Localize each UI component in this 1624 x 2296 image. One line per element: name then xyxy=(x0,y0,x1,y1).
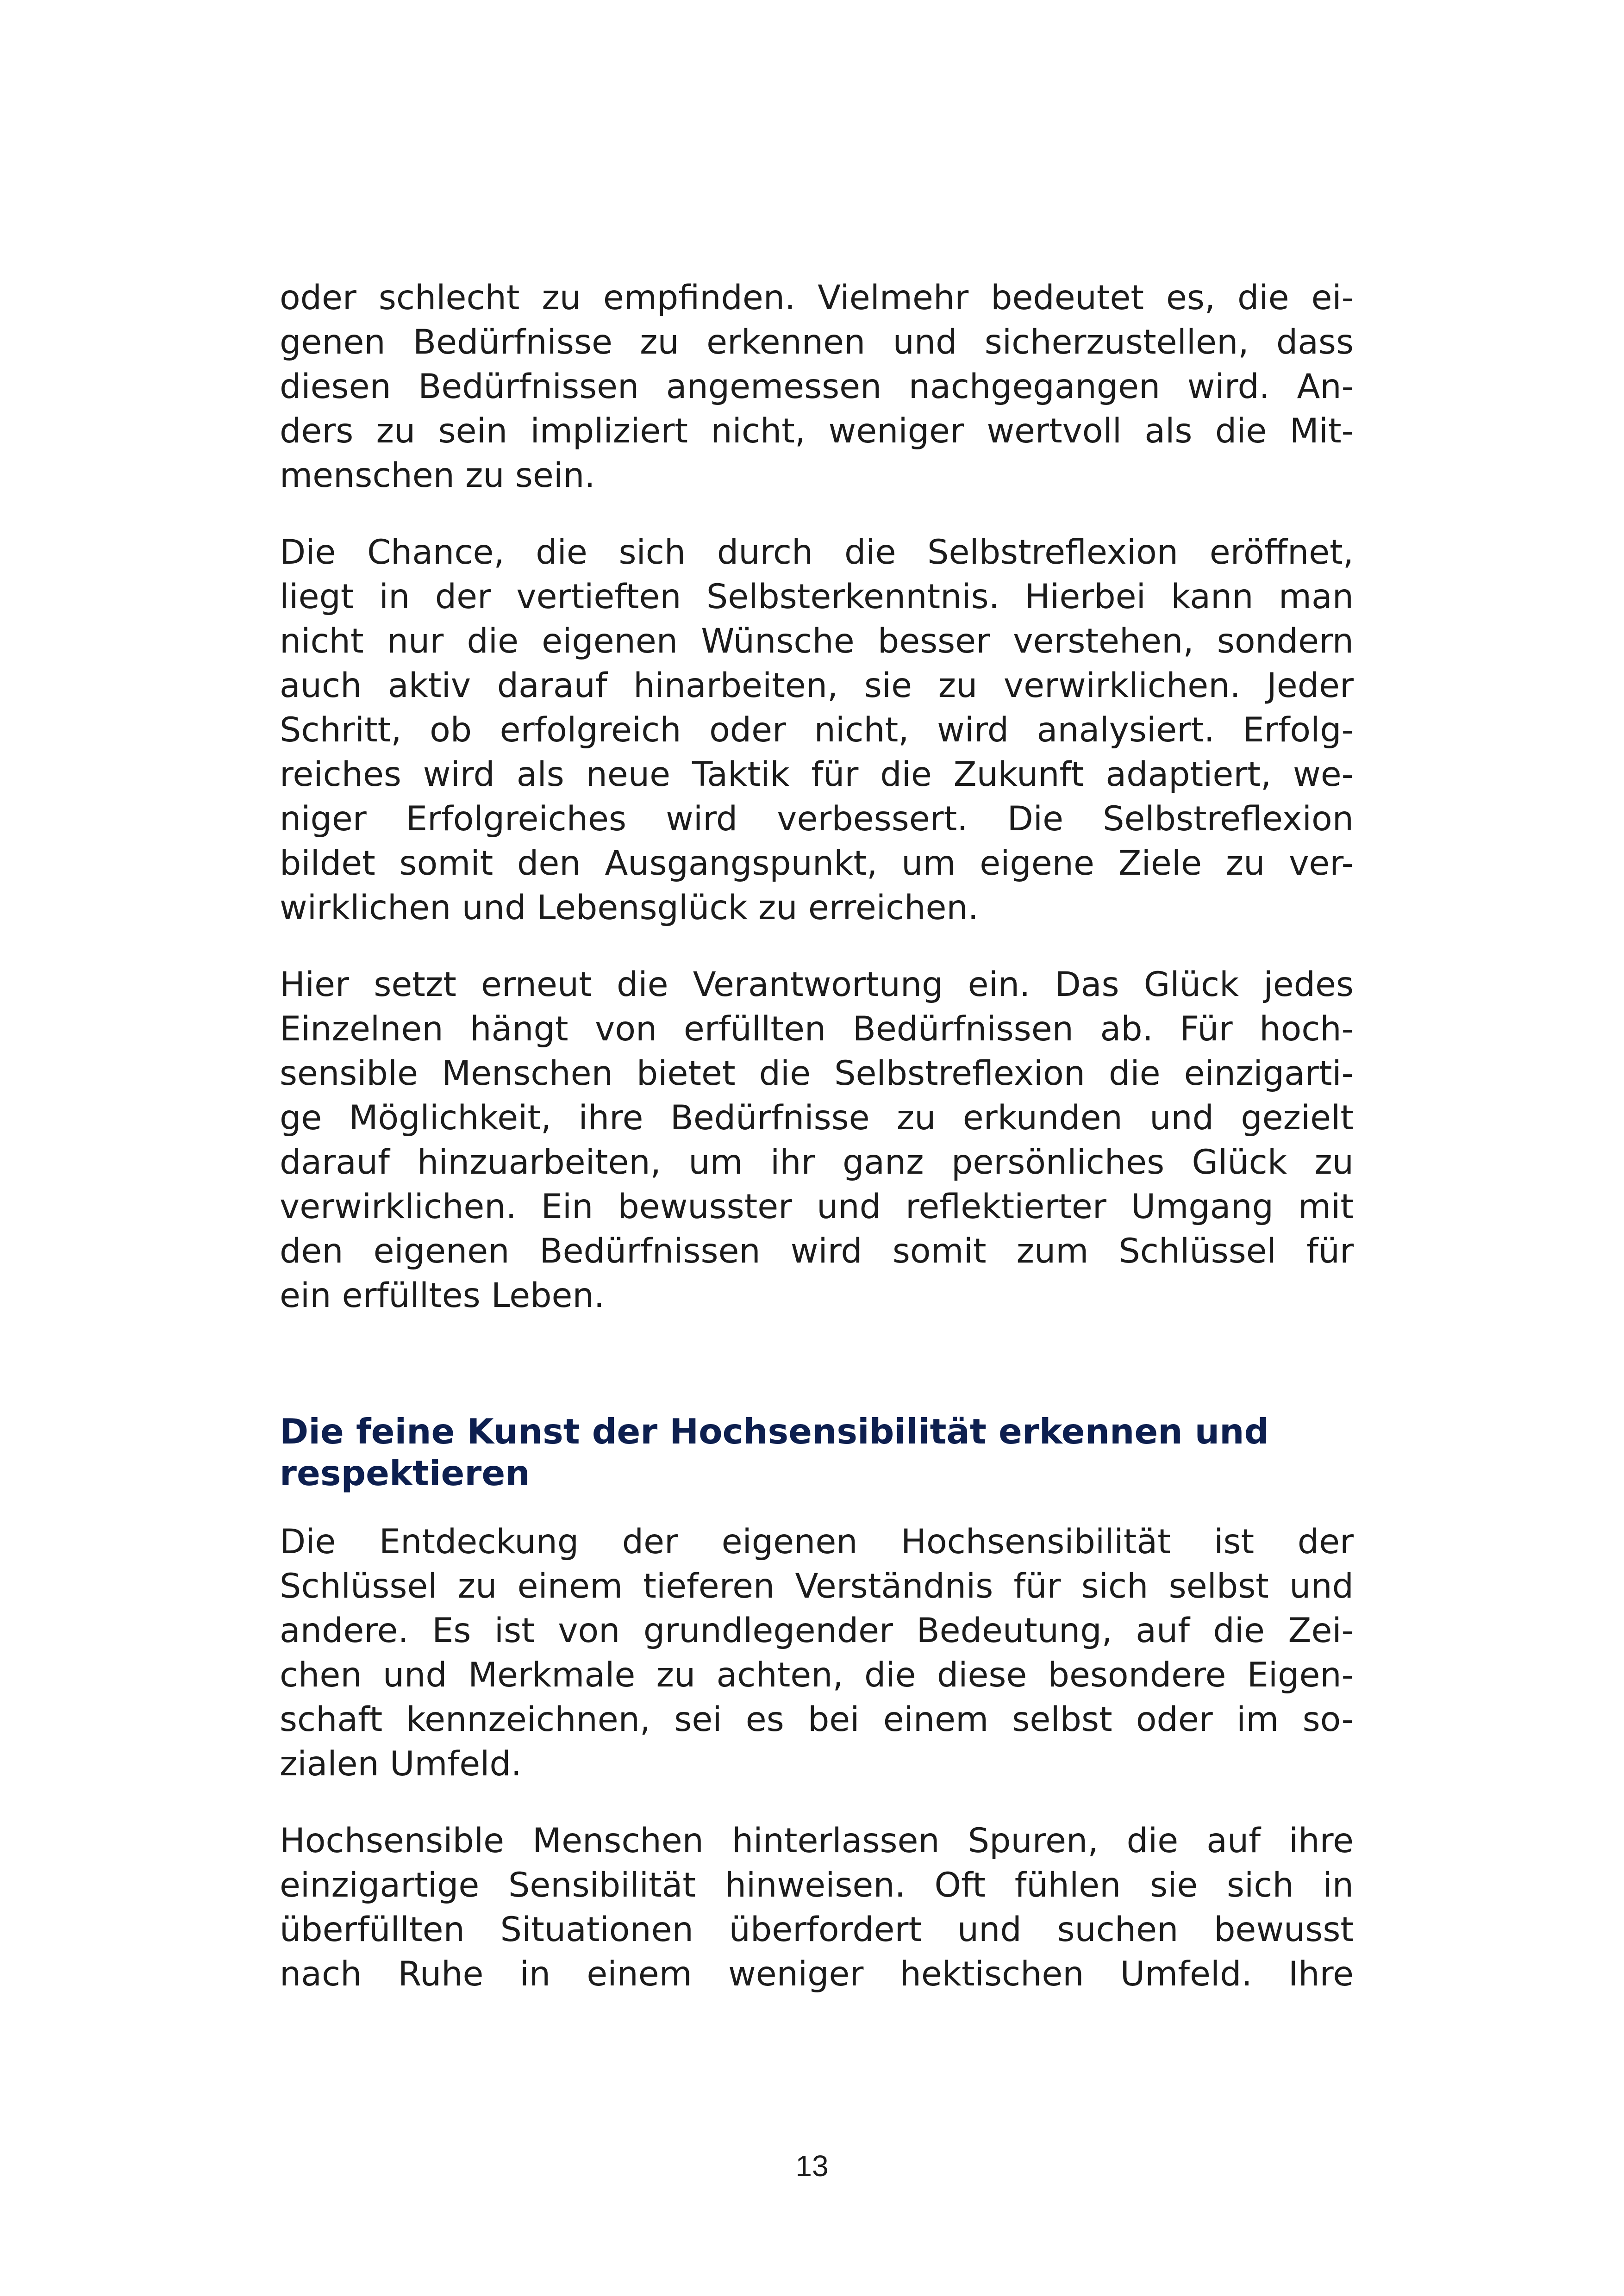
text-line: nach Ruhe in einem weniger hektischen Umfeld. Ihre xyxy=(280,1954,1354,1994)
paragraph-3 xyxy=(280,963,1354,1318)
page-content xyxy=(280,276,1354,1997)
section-heading xyxy=(280,1411,1354,1494)
text-line: ge Möglichkeit, ihre Bedürfnisse zu erkunden und gezielt xyxy=(280,1098,1354,1138)
text-line: chen und Merkmale zu achten, die diese besondere Eigen- xyxy=(280,1655,1354,1695)
text-line: Schlüssel zu einem tieferen Verständnis für sich selbst und xyxy=(280,1567,1354,1606)
text-line: sensible Menschen bietet die Selbstreflexion die einzigarti- xyxy=(280,1054,1354,1093)
text-line: auch aktiv darauf hinarbeiten, sie zu verwirklichen. Jeder xyxy=(280,666,1354,705)
text-line: überfüllten Situationen überfordert und suchen bewusst xyxy=(280,1910,1354,1949)
heading-line: respektieren xyxy=(280,1453,530,1493)
text-line: menschen zu sein. xyxy=(280,456,595,495)
text-line: oder schlecht zu empfinden. Vielmehr bedeutet es, die ei- xyxy=(280,278,1354,317)
text-line: nicht nur die eigenen Wünsche besser verstehen, sondern xyxy=(280,622,1354,661)
text-line: liegt in der vertieften Selbsterkenntnis. Hierbei kann man xyxy=(280,577,1354,616)
text-line: den eigenen Bedürfnissen wird somit zum Schlüssel für xyxy=(280,1232,1354,1271)
text-line: Die Chance, die sich durch die Selbstreflexion eröffnet, xyxy=(280,533,1354,572)
text-line: darauf hinzuarbeiten, um ihr ganz persönliches Glück zu xyxy=(280,1143,1354,1182)
text-line: Hochsensible Menschen hinterlassen Spuren, die auf ihre xyxy=(280,1821,1354,1860)
paragraph-1 xyxy=(280,276,1354,498)
text-line: Die Entdeckung der eigenen Hochsensibilität ist der xyxy=(280,1522,1354,1562)
text-line: ein erfülltes Leben. xyxy=(280,1276,605,1315)
text-line: schaft kennzeichnen, sei es bei einem selbst oder im so- xyxy=(280,1700,1354,1739)
text-line: bildet somit den Ausgangspunkt, um eigene Ziele zu ver- xyxy=(280,844,1354,883)
text-line: ders zu sein impliziert nicht, weniger wertvoll als die Mit- xyxy=(280,411,1354,451)
text-line: zialen Umfeld. xyxy=(280,1744,522,1784)
section-paragraph-2 xyxy=(280,1819,1354,1997)
heading-line: Die feine Kunst der Hochsensibilität erkennen und xyxy=(280,1411,1269,1452)
text-line: verwirklichen. Ein bewusster und reflektierter Umgang mit xyxy=(280,1187,1354,1226)
page-number: 13 xyxy=(795,2149,829,2183)
text-line: einzigartige Sensibilität hinweisen. Oft fühlen sie sich in xyxy=(280,1866,1354,1905)
text-line: wirklichen und Lebensglück zu erreichen. xyxy=(280,888,979,927)
paragraph-2 xyxy=(280,530,1354,930)
text-line: genen Bedürfnisse zu erkennen und sicherzustellen, dass xyxy=(280,323,1354,362)
text-line: Hier setzt erneut die Verantwortung ein. Das Glück jedes xyxy=(280,965,1354,1004)
text-line: niger Erfolgreiches wird verbessert. Die Selbstreflexion xyxy=(280,799,1354,839)
text-line: Schritt, ob erfolgreich oder nicht, wird analysiert. Erfolg- xyxy=(280,710,1354,750)
section-paragraph-1 xyxy=(280,1520,1354,1786)
text-line: reiches wird als neue Taktik für die Zukunft adaptiert, we- xyxy=(280,755,1354,794)
text-line: diesen Bedürfnissen angemessen nachgegangen wird. An- xyxy=(280,367,1354,406)
text-line: Einzelnen hängt von erfüllten Bedürfnissen ab. Für hoch- xyxy=(280,1009,1354,1049)
text-line: andere. Es ist von grundlegender Bedeutung, auf die Zei- xyxy=(280,1611,1354,1650)
